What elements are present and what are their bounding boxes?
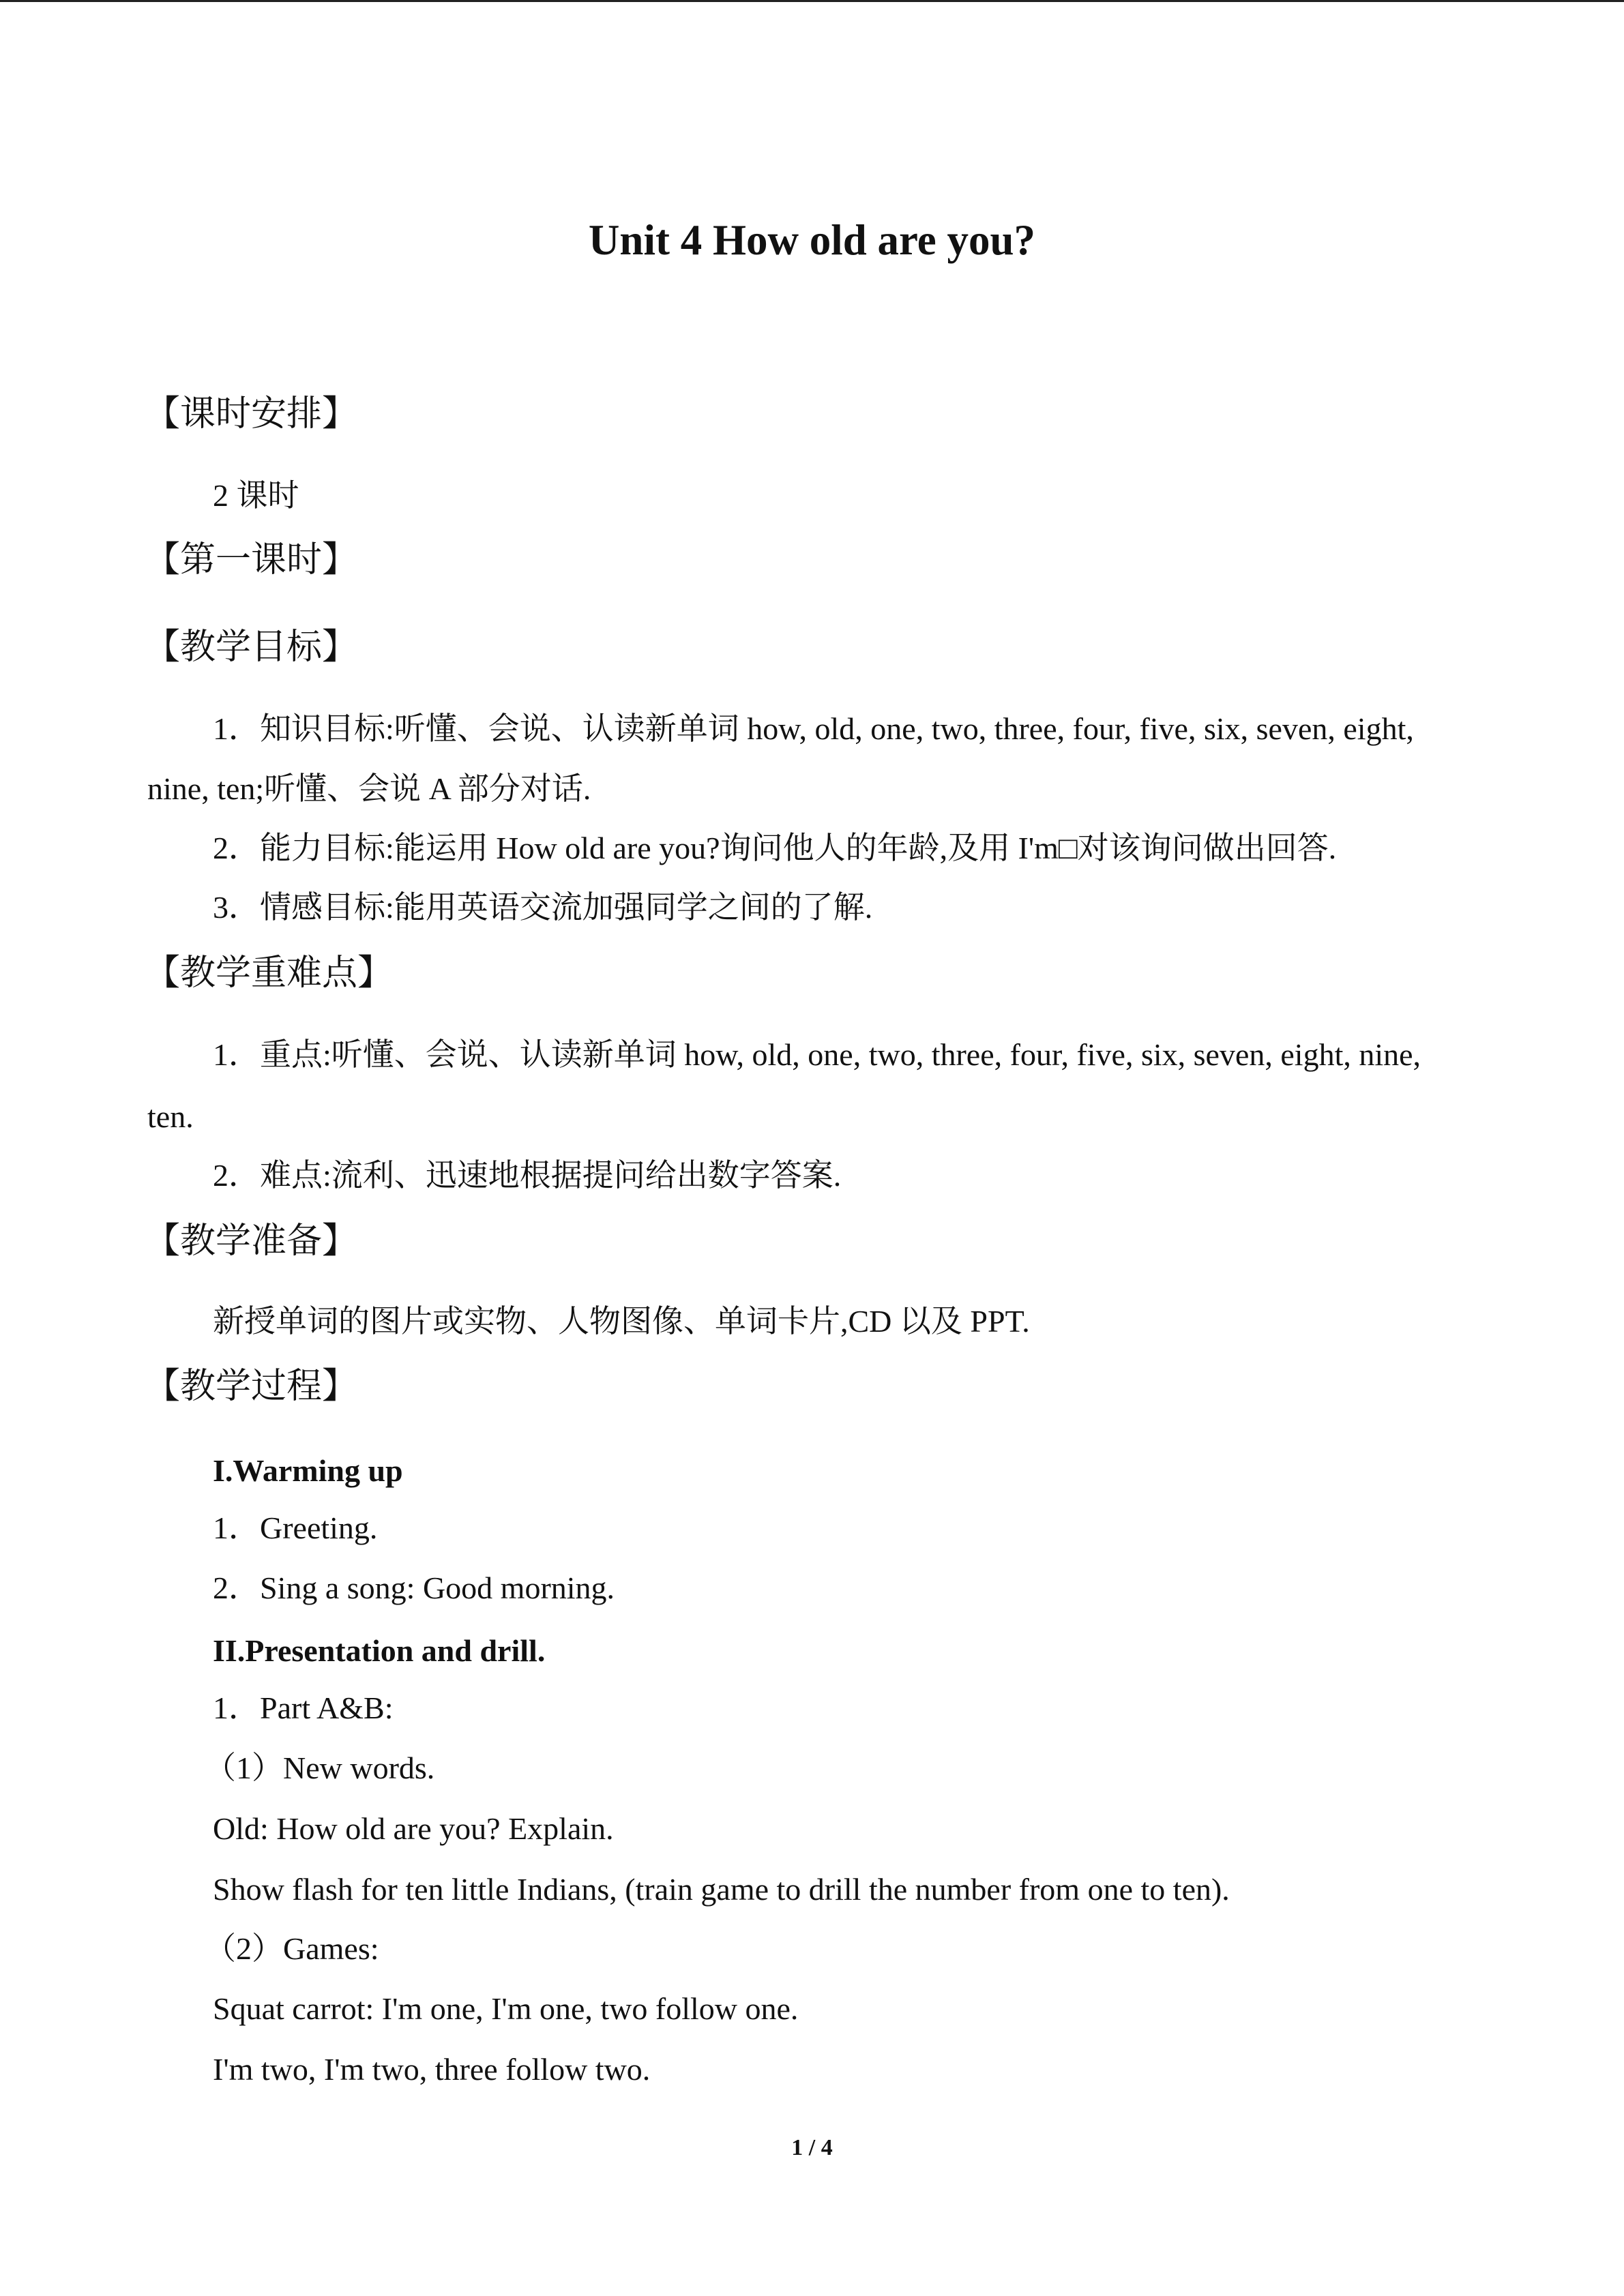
heading-key-points: 【教学重难点】 — [145, 953, 394, 994]
key-point-item-1-line-1: 1．重点:听懂、会说、认读新单词 how, old, one, two, three, four, five, six, seven, eight, nine, — [213, 1037, 1421, 1072]
objective-item-3: 3．情感目标:能用英语交流加强同学之间的了解. — [213, 890, 873, 925]
warming-up-item-1: 1．Greeting. — [213, 1510, 378, 1545]
heading-objectives: 【教学目标】 — [145, 627, 358, 668]
key-point-item-2: 2．难点:流利、迅速地根据提问给出数字答案. — [213, 1158, 842, 1193]
heading-schedule: 【课时安排】 — [145, 393, 358, 434]
games-item: （2）Games: — [205, 1931, 379, 1966]
objective-item-2: 2．能力目标:能运用 How old are you?询问他人的年龄,及用 I'm□对该询问做出回答. — [213, 831, 1337, 865]
document-title: Unit 4 How old are you? — [588, 216, 1036, 264]
warming-up-item-2: 2．Sing a song: Good morning. — [213, 1570, 615, 1605]
warming-up-title: I.Warming up — [213, 1453, 403, 1488]
page-number: 1 / 4 — [791, 2135, 833, 2160]
page-top-border — [0, 0, 1624, 2]
presentation-title: II.Presentation and drill. — [213, 1633, 546, 1668]
heading-preparation: 【教学准备】 — [145, 1221, 358, 1262]
old-line: Old: How old are you? Explain. — [213, 1811, 614, 1846]
two-follow-line: I'm two, I'm two, three follow two. — [213, 2052, 651, 2087]
objective-item-1-line-2: nine, ten;听懂、会说 A 部分对话. — [147, 771, 591, 806]
squat-carrot-line: Squat carrot: I'm one, I'm one, two follow one. — [213, 1991, 799, 2026]
preparation-text: 新授单词的图片或实物、人物图像、单词卡片,CD 以及 PPT. — [213, 1304, 1030, 1339]
part-ab-item: 1．Part A&B: — [213, 1690, 394, 1725]
schedule-text: 2 课时 — [213, 478, 299, 513]
heading-lesson-one: 【第一课时】 — [145, 539, 358, 580]
heading-process: 【教学过程】 — [145, 1366, 358, 1407]
objective-item-1-line-1: 1．知识目标:听懂、会说、认读新单词 how, old, one, two, three, four, five, six, seven, eight, — [213, 711, 1414, 746]
flash-line: Show flash for ten little Indians, (train game to drill the number from one to ten). — [213, 1872, 1230, 1907]
new-words-item: （1）New words. — [205, 1750, 435, 1785]
key-point-item-1-line-2: ten. — [147, 1099, 194, 1134]
